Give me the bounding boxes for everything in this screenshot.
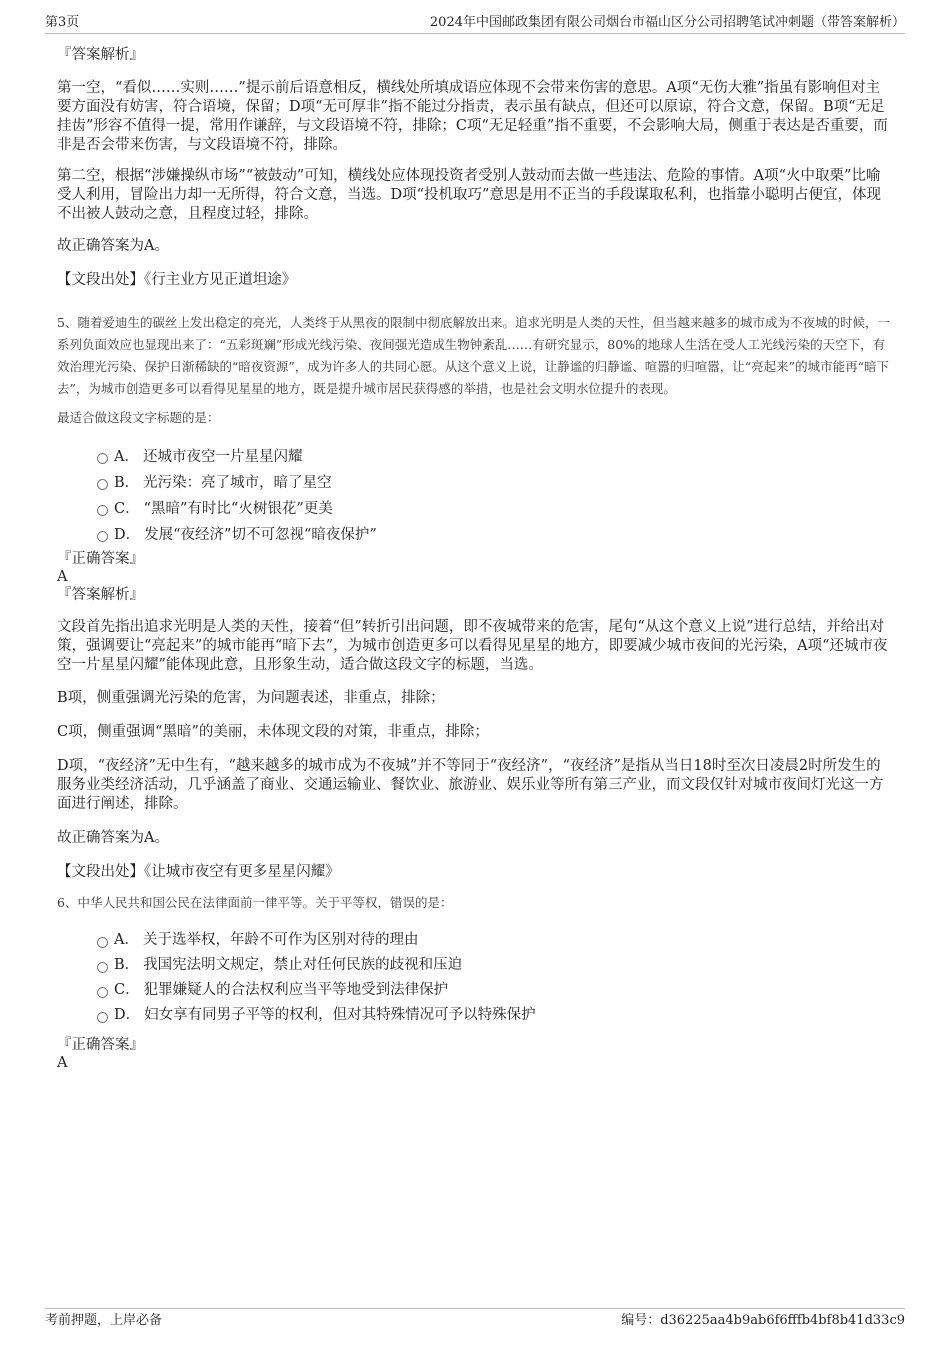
q4-analysis-paragraph: 第二空，根据“涉嫌操纵市场”“被鼓动”可知，横线处应体现投资者受别人鼓动而去做一些违法、危险的事情。A项“火中取栗”比喻受人利用，冒险出力却一无所得，符合文意，当选。D项“投机取巧”意思是用不正当的手段谋取私利，也指靠小聪明占便宜，体现不出被人鼓动之意，且程度过轻，排除。 xyxy=(57,168,881,222)
page-number: 第3页 xyxy=(45,15,80,30)
q5-option-c[interactable]: C． “黑暗”有时比“火树银花”更美 xyxy=(57,496,894,522)
q6-option-d[interactable]: D． 妇女享有同男子平等的权利，但对其特殊情况可予以特殊保护 xyxy=(57,1003,894,1028)
radio-icon[interactable] xyxy=(97,1012,108,1023)
q6-option-c[interactable]: C． 犯罪嫌疑人的合法权利应当平等地受到法律保护 xyxy=(57,978,894,1003)
radio-icon[interactable] xyxy=(97,453,108,464)
q5-option-b[interactable]: B． 光污染：亮了城市，暗了星空 xyxy=(57,470,894,496)
radio-icon[interactable] xyxy=(97,531,108,542)
q5-option-a[interactable]: A． 还城市夜空一片星星闪耀 xyxy=(57,444,894,470)
q4-source: 【文段出处】《行主业方见正道坦途》 xyxy=(57,272,297,288)
q6-options xyxy=(57,928,894,1028)
q5-conclusion: 故正确答案为A。 xyxy=(57,830,169,846)
q6-option-b[interactable]: B． 我国宪法明文规定，禁止对任何民族的歧视和压迫 xyxy=(57,953,894,978)
q4-analysis-paragraph: 第一空，“看似……实则……”提示前后语意相反，横线处所填成语应体现不会带来伤害的意思。A项“无伤大雅”指虽有影响但对主要方面没有妨害，符合语境，保留；D项“无可厚非”指不能过分指责，表示虽有缺点，但还可以原谅，符合文意，保留。B项“无足挂齿”形容不值得一提，常用作谦辞，与文段语境不符，排除；C项“无足轻重”指不重要，不会影响大局，侧重于表达是否重要，而非是否会带来伤害，与文段语境不符，排除。 xyxy=(57,80,888,153)
q4-conclusion: 故正确答案为A。 xyxy=(57,238,169,254)
radio-icon[interactable] xyxy=(97,505,108,516)
q5-question-text: 5、随着爱迪生的碳丝上发出稳定的亮光，人类终于从黑夜的限制中彻底解放出来。追求光明是人类的天性，但当越来越多的城市成为不夜城的时候，一系列负面效应也显现出来了：“五彩斑斓”形成光线污染、夜间强光造成生物钟紊乱……有研究显示，80%的地球人生活在受人工光线污染的天空下，有效治理光污染、保护日渐稀缺的“暗夜资源”，成为许多人的共同心愿。从这个意义上说，让静谧的归静谧、喧嚣的归喧嚣，让“亮起来”的城市能再“暗下去”，为城市创造更多可以看得见星星的地方，既是提升城市居民获得感的举措，也是社会文明水位提升的表现。 xyxy=(57,315,890,396)
page-header xyxy=(45,14,905,34)
document-title: 2024年中国邮政集团有限公司烟台市福山区分公司招聘笔试冲刺题（带答案解析） xyxy=(429,15,905,30)
radio-icon[interactable] xyxy=(97,962,108,973)
q5-answer: A xyxy=(57,569,68,585)
q5-option-d[interactable]: D． 发展“夜经济”切不可忽视“暗夜保护” xyxy=(57,522,894,548)
footer-slogan: 考前押题，上岸必备 xyxy=(45,1313,163,1328)
q5-prompt: 最适合做这段文字标题的是： xyxy=(57,410,220,425)
q5-analysis-paragraph: 文段首先指出追求光明是人类的天性，接着“但”转折引出问题，即不夜城带来的危害，尾句“从这个意义上说”进行总结，并给出对策，强调要让“亮起来”的城市能再“暗下去”，为城市创造更多可以看得见星星的地方，即要减少城市夜间的光污染，A项“还城市夜空一片星星闪耀”能体现此意，且形象生动，适合做这段文字的标题，当选。 xyxy=(57,619,888,673)
q6-option-a[interactable]: A． 关于选举权，年龄不可作为区别对待的理由 xyxy=(57,928,894,953)
page-footer xyxy=(45,1308,905,1329)
q5-analysis-paragraph: C项，侧重强调“黑暗”的美丽，未体现文段的对策，非重点，排除； xyxy=(57,724,489,740)
radio-icon[interactable] xyxy=(97,937,108,948)
q6-answer: A xyxy=(57,1055,68,1071)
radio-icon[interactable] xyxy=(97,479,108,490)
q6-question-text: 6、中华人民共和国公民在法律面前一律平等。关于平等权，错误的是： xyxy=(57,895,453,910)
q5-answer-label: 『正确答案』 xyxy=(57,551,144,567)
q6-answer-label: 『正确答案』 xyxy=(57,1037,144,1053)
q5-analysis-paragraph: D项，“夜经济”无中生有，“越来越多的城市成为不夜城”并不等同于“夜经济”，“夜经济”是指从当日18时至次日凌晨2时所发生的服务业类经济活动，几乎涵盖了商业、交通运输业、餐饮业、旅游业、娱乐业等所有第三产业，而文段仅针对城市夜间灯光这一方面进行阐述，排除。 xyxy=(57,758,884,812)
page-content xyxy=(57,38,894,1072)
radio-icon[interactable] xyxy=(97,987,108,998)
q5-source: 【文段出处】《让城市夜空有更多星星闪耀》 xyxy=(57,864,340,880)
document-id: 编号：d36225aa4b9ab6f6fffb4bf8b41d33c9 xyxy=(621,1313,905,1328)
q5-analysis-label: 『答案解析』 xyxy=(57,587,144,603)
q4-analysis-label: 『答案解析』 xyxy=(57,47,144,63)
q5-options xyxy=(57,444,894,548)
q5-analysis-paragraph: B项，侧重强调光污染的危害，为问题表述，非重点，排除； xyxy=(57,690,445,706)
